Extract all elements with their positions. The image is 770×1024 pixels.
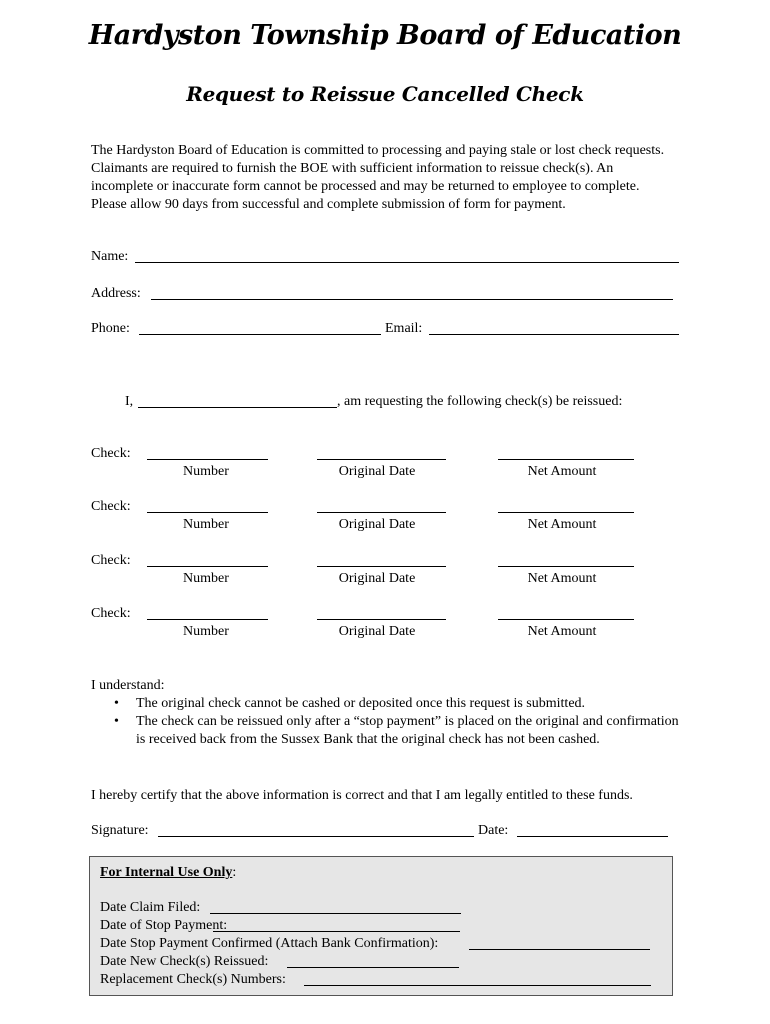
check-label: Check: bbox=[91, 553, 131, 568]
email-field[interactable] bbox=[429, 334, 679, 335]
address-label: Address: bbox=[91, 286, 141, 301]
date-stop-confirmed-label: Date Stop Payment Confirmed (Attach Bank Confirmation): bbox=[100, 936, 439, 951]
intro-paragraph: The Hardyston Board of Education is committed to processing and paying stale or lost check requests. Claimants are required to furnish the BOE with sufficient information to reissue check(s). An incomplete or inaccurate form cannot be processed and may be returned to employee to complete. Please allow 90 days from successful and complete submission of form for payment. bbox=[91, 143, 665, 212]
name-field[interactable] bbox=[135, 262, 679, 263]
internal-use-box bbox=[89, 856, 673, 996]
signature-field[interactable] bbox=[158, 836, 474, 837]
net-amount-caption: Net Amount bbox=[527, 624, 597, 639]
internal-row bbox=[100, 899, 662, 917]
check-number-field[interactable] bbox=[147, 512, 268, 513]
net-amount-caption: Net Amount bbox=[527, 517, 597, 532]
check-number-field[interactable] bbox=[147, 459, 268, 460]
understand-heading: I understand: bbox=[91, 678, 165, 693]
check-number-field[interactable] bbox=[147, 566, 268, 567]
phone-field[interactable] bbox=[139, 334, 381, 335]
check-date-field[interactable] bbox=[317, 619, 446, 620]
internal-row bbox=[100, 953, 662, 971]
date-label: Date: bbox=[478, 823, 509, 838]
original-date-caption: Original Date bbox=[338, 624, 416, 639]
list-item bbox=[91, 695, 681, 713]
check-amount-field[interactable] bbox=[498, 512, 634, 513]
number-caption: Number bbox=[183, 624, 229, 639]
check-amount-field[interactable] bbox=[498, 566, 634, 567]
check-label: Check: bbox=[91, 606, 131, 621]
check-number-field[interactable] bbox=[147, 619, 268, 620]
number-caption: Number bbox=[183, 517, 229, 532]
internal-use-colon: : bbox=[232, 865, 237, 880]
signature-label: Signature: bbox=[91, 823, 149, 838]
net-amount-caption: Net Amount bbox=[527, 464, 597, 479]
date-stop-payment-field[interactable] bbox=[213, 931, 460, 932]
address-row bbox=[91, 285, 141, 303]
signature-date-field[interactable] bbox=[517, 836, 668, 837]
date-reissued-field[interactable] bbox=[287, 967, 459, 968]
phone-row bbox=[91, 320, 130, 338]
requester-name-field[interactable] bbox=[138, 407, 337, 408]
name-label: Name: bbox=[91, 249, 129, 264]
date-stop-confirmed-field[interactable] bbox=[469, 949, 650, 950]
date-reissued-label: Date New Check(s) Reissued: bbox=[100, 954, 269, 969]
internal-use-title: For Internal Use Only bbox=[100, 865, 233, 880]
check-date-field[interactable] bbox=[317, 512, 446, 513]
bullet-dot-icon: • bbox=[114, 714, 119, 729]
phone-label: Phone: bbox=[91, 321, 130, 336]
check-amount-field[interactable] bbox=[498, 459, 634, 460]
replacement-numbers-field[interactable] bbox=[304, 985, 651, 986]
check-label: Check: bbox=[91, 499, 131, 514]
bullet-text: The check can be reissued only after a “stop payment” is placed on the original and confirmation is received back from the Sussex Bank that the original check has not been cashed. bbox=[136, 714, 679, 747]
replacement-numbers-label: Replacement Check(s) Numbers: bbox=[100, 972, 286, 987]
check-amount-field[interactable] bbox=[498, 619, 634, 620]
date-claim-filed-label: Date Claim Filed: bbox=[100, 900, 201, 915]
original-date-caption: Original Date bbox=[338, 571, 416, 586]
page-title: Hardyston Township Board of Education bbox=[88, 20, 682, 51]
name-row bbox=[91, 248, 128, 266]
date-stop-payment-label: Date of Stop Payment: bbox=[100, 918, 228, 933]
internal-row bbox=[100, 935, 662, 953]
date-claim-filed-field[interactable] bbox=[210, 913, 461, 914]
bullet-dot-icon: • bbox=[114, 696, 119, 711]
check-date-field[interactable] bbox=[317, 459, 446, 460]
internal-use-heading bbox=[100, 864, 662, 882]
original-date-caption: Original Date bbox=[338, 517, 416, 532]
form-subtitle: Request to Reissue Cancelled Check bbox=[186, 82, 584, 106]
bullet-text: The original check cannot be cashed or deposited once this request is submitted. bbox=[136, 696, 586, 711]
check-label: Check: bbox=[91, 446, 131, 461]
email-label: Email: bbox=[385, 321, 423, 336]
check-date-field[interactable] bbox=[317, 566, 446, 567]
list-item bbox=[91, 713, 681, 749]
request-prefix: I, bbox=[125, 394, 134, 409]
understand-list bbox=[91, 695, 681, 749]
internal-row bbox=[100, 917, 662, 935]
number-caption: Number bbox=[183, 571, 229, 586]
net-amount-caption: Net Amount bbox=[527, 571, 597, 586]
number-caption: Number bbox=[183, 464, 229, 479]
address-field[interactable] bbox=[151, 299, 673, 300]
request-suffix: , am requesting the following check(s) be reissued: bbox=[337, 394, 623, 409]
original-date-caption: Original Date bbox=[338, 464, 416, 479]
internal-row bbox=[100, 971, 662, 989]
certification-statement: I hereby certify that the above information is correct and that I am legally entitled to these funds. bbox=[91, 788, 633, 803]
